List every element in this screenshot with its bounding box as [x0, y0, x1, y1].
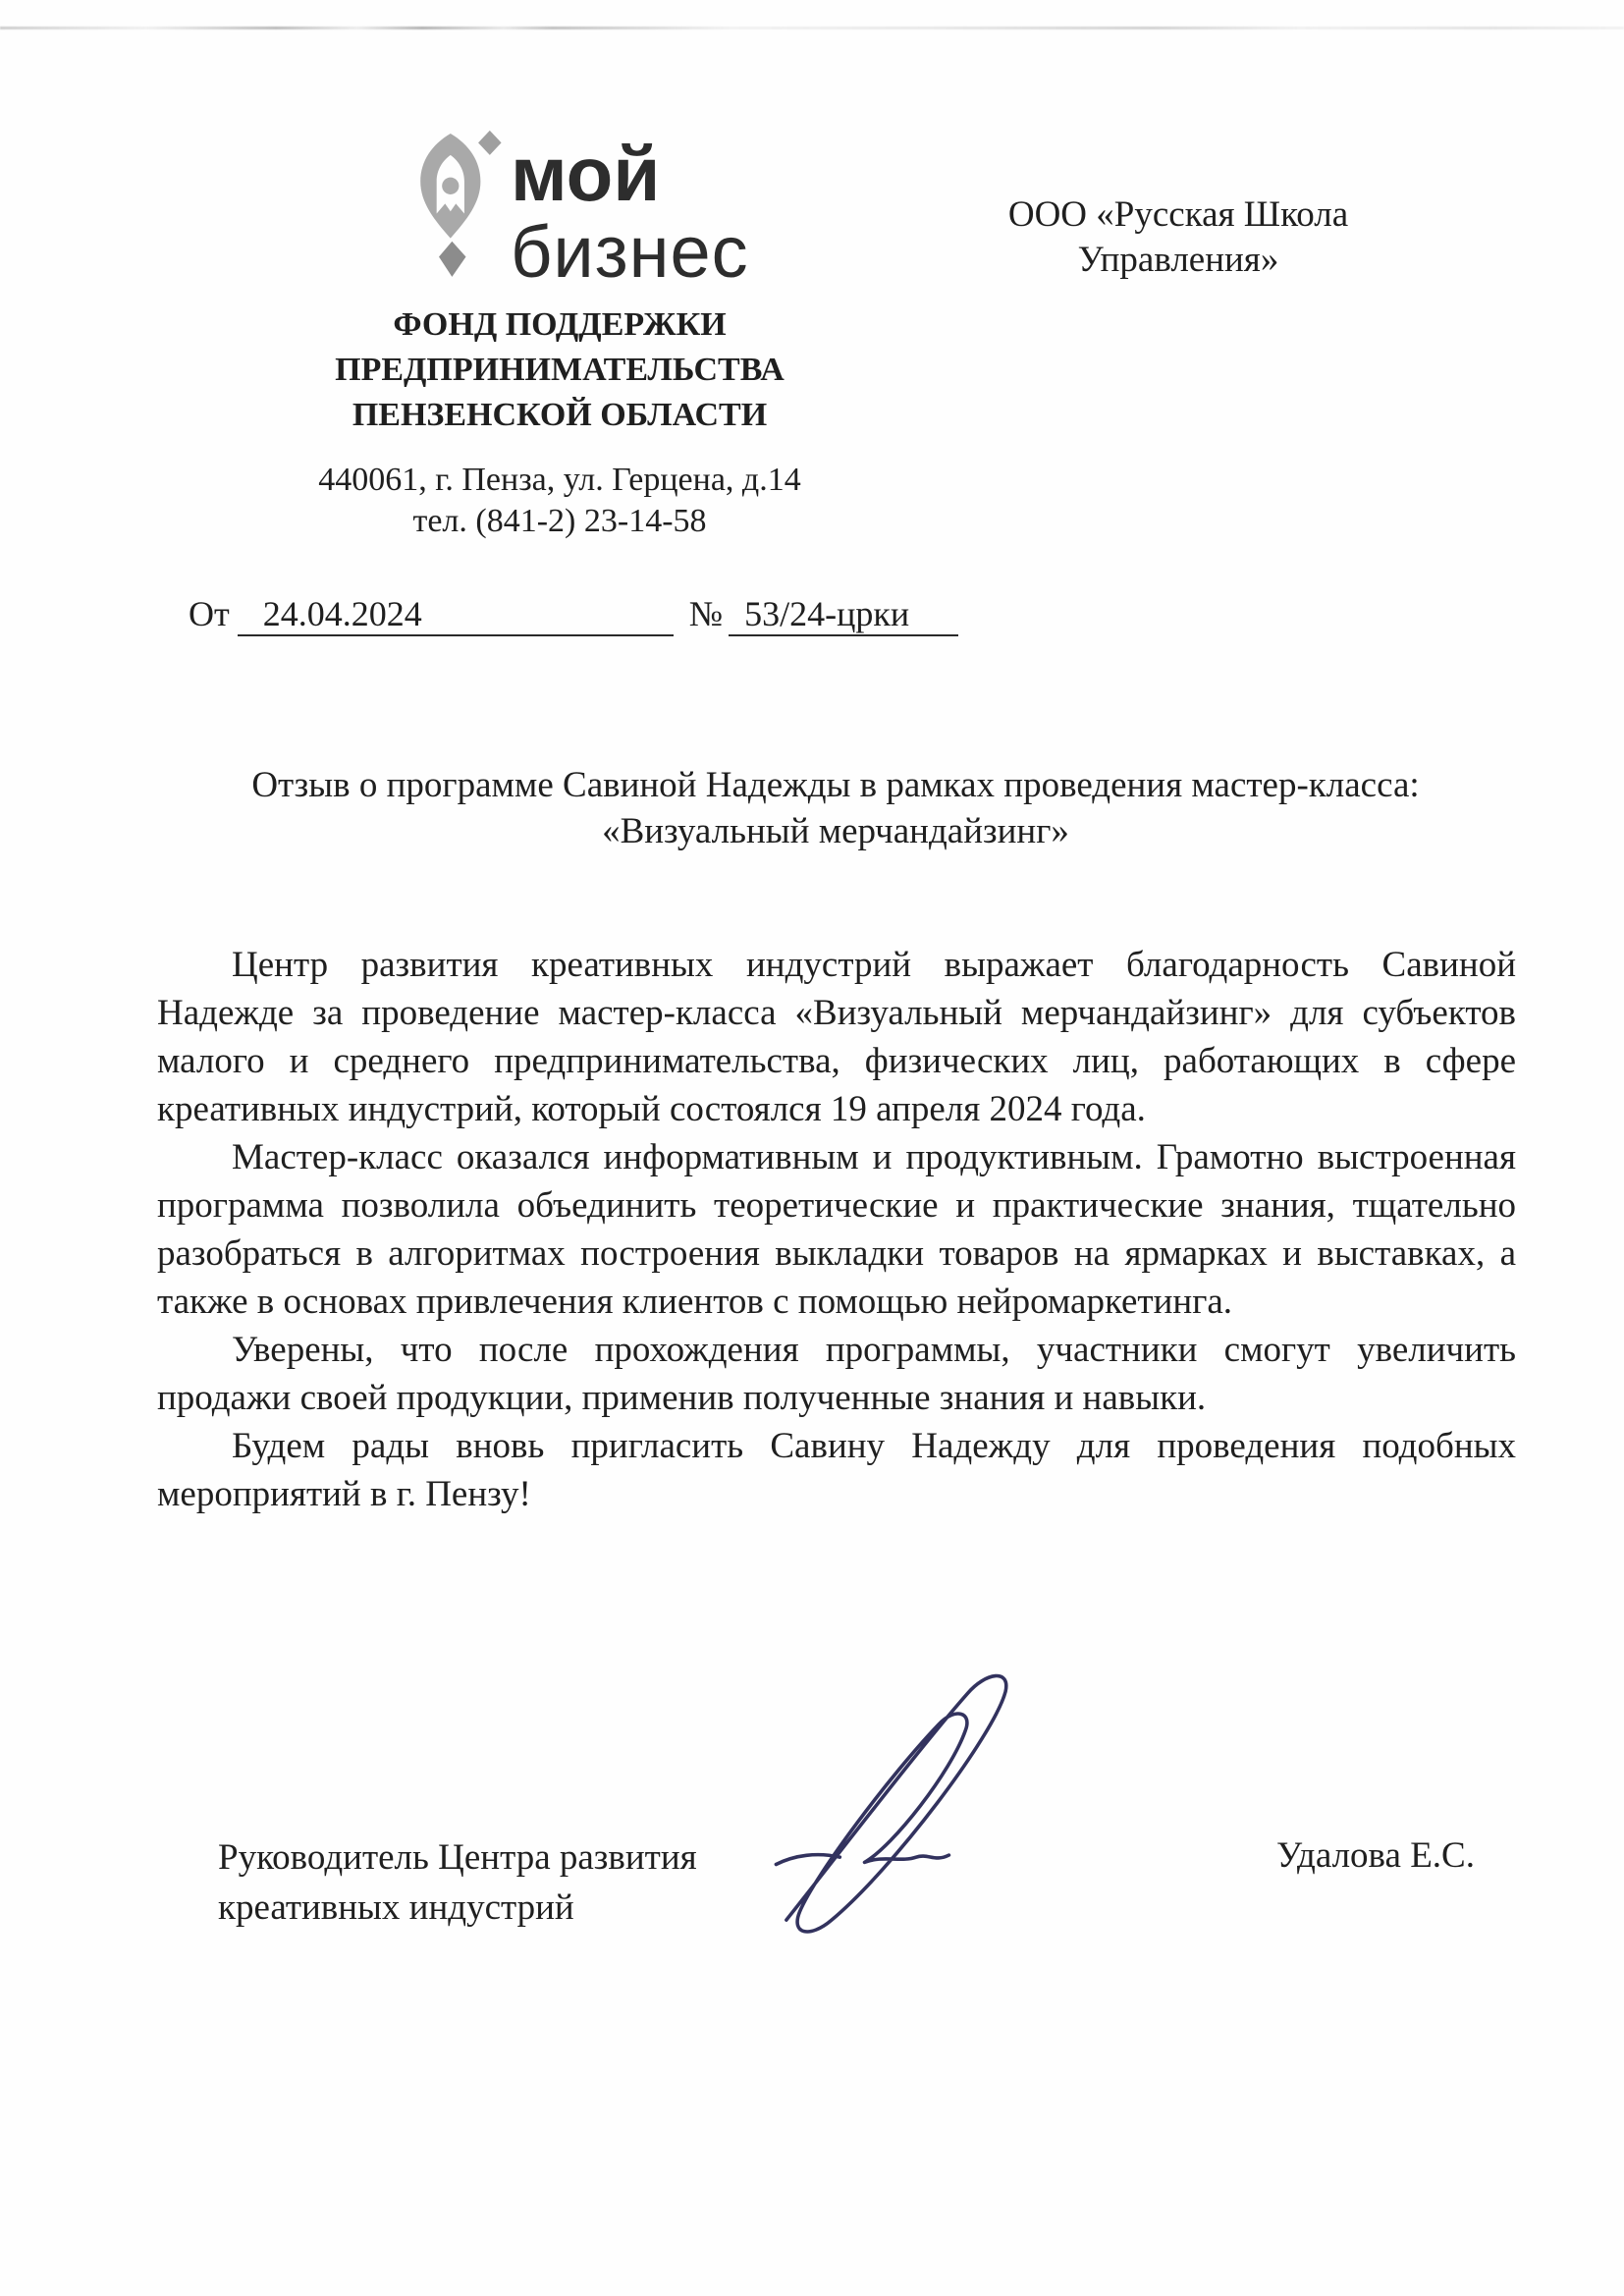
recipient-line-1: ООО «Русская Школа — [1007, 194, 1349, 235]
address-line-1: 440061, г. Пенза, ул. Герцена, д.14 — [318, 462, 801, 498]
letter-title — [157, 762, 1514, 854]
recipient-line-2: Управления» — [1077, 240, 1279, 280]
body-paragraph: Мастер-класс оказался информативным и продуктивным. Грамотно выстроенная программа позволила объединить теоретические и практические знания, тщательно разобраться в алгоритмах построения выкладки товаров на ярмарках и выставках, а также в основах привлечения клиентов с помощью нейромаркетинга. — [157, 1137, 1516, 1322]
logo-word-moy: мой — [511, 131, 661, 217]
letter-title-line-1: Отзыв о программе Савиной Надежды в рамках проведения мастер-класса: — [251, 765, 1420, 805]
ref-date-field — [238, 593, 674, 636]
fund-name — [275, 302, 844, 438]
my-business-logo — [511, 131, 749, 293]
body-paragraph: Центр развития креативных индустрий выражает благодарность Савиной Надежде за проведение мастер-класса «Визуальный мерчандайзинг» для субъектов малого и среднего предпринимательства, физических лиц, работающих в сфере креативных индустрий, который состоялся 19 апреля 2024 года. — [157, 945, 1516, 1129]
signature-stroke — [768, 1658, 1025, 1942]
body-paragraph: Уверены, что после прохождения программы, участники смогут увеличить продажи своей продукции, применив полученные знания и навыки. — [157, 1330, 1516, 1418]
ref-date-value: 24.04.2024 — [262, 594, 422, 633]
recipient-org — [943, 192, 1414, 283]
reference-line — [189, 593, 958, 636]
address-line-2: тел. (841-2) 23-14-58 — [412, 503, 707, 539]
scan-artifact-line — [0, 27, 1624, 29]
rocket-icon — [410, 124, 511, 279]
logo-word-biznes: бизнес — [511, 211, 749, 293]
letter-body — [157, 941, 1516, 1518]
letter-title-line-2: «Визуальный мерчандайзинг» — [602, 811, 1069, 851]
signer-name: Удалова Е.С. — [1276, 1835, 1475, 1876]
fund-line-2: ПРЕДПРИНИМАТЕЛЬСТВА — [335, 352, 785, 388]
body-paragraph: Будем рады вновь пригласить Савину Надежду для проведения подобных мероприятий в г. Пензу! — [157, 1426, 1516, 1514]
fund-line-3: ПЕНЗЕНСКОЙ ОБЛАСТИ — [352, 397, 768, 433]
signer-position-line-2: креативных индустрий — [218, 1887, 574, 1928]
ref-from-label: От — [189, 594, 230, 633]
signer-position-line-1: Руководитель Центра развития — [218, 1837, 697, 1878]
ref-number-value: 53/24-црки — [744, 594, 910, 633]
fund-address — [275, 460, 844, 542]
signer-position — [218, 1832, 768, 1933]
ref-number-field — [729, 593, 958, 636]
ref-number-label: № — [688, 594, 724, 633]
fund-line-1: ФОНД ПОДДЕРЖКИ — [393, 306, 727, 343]
